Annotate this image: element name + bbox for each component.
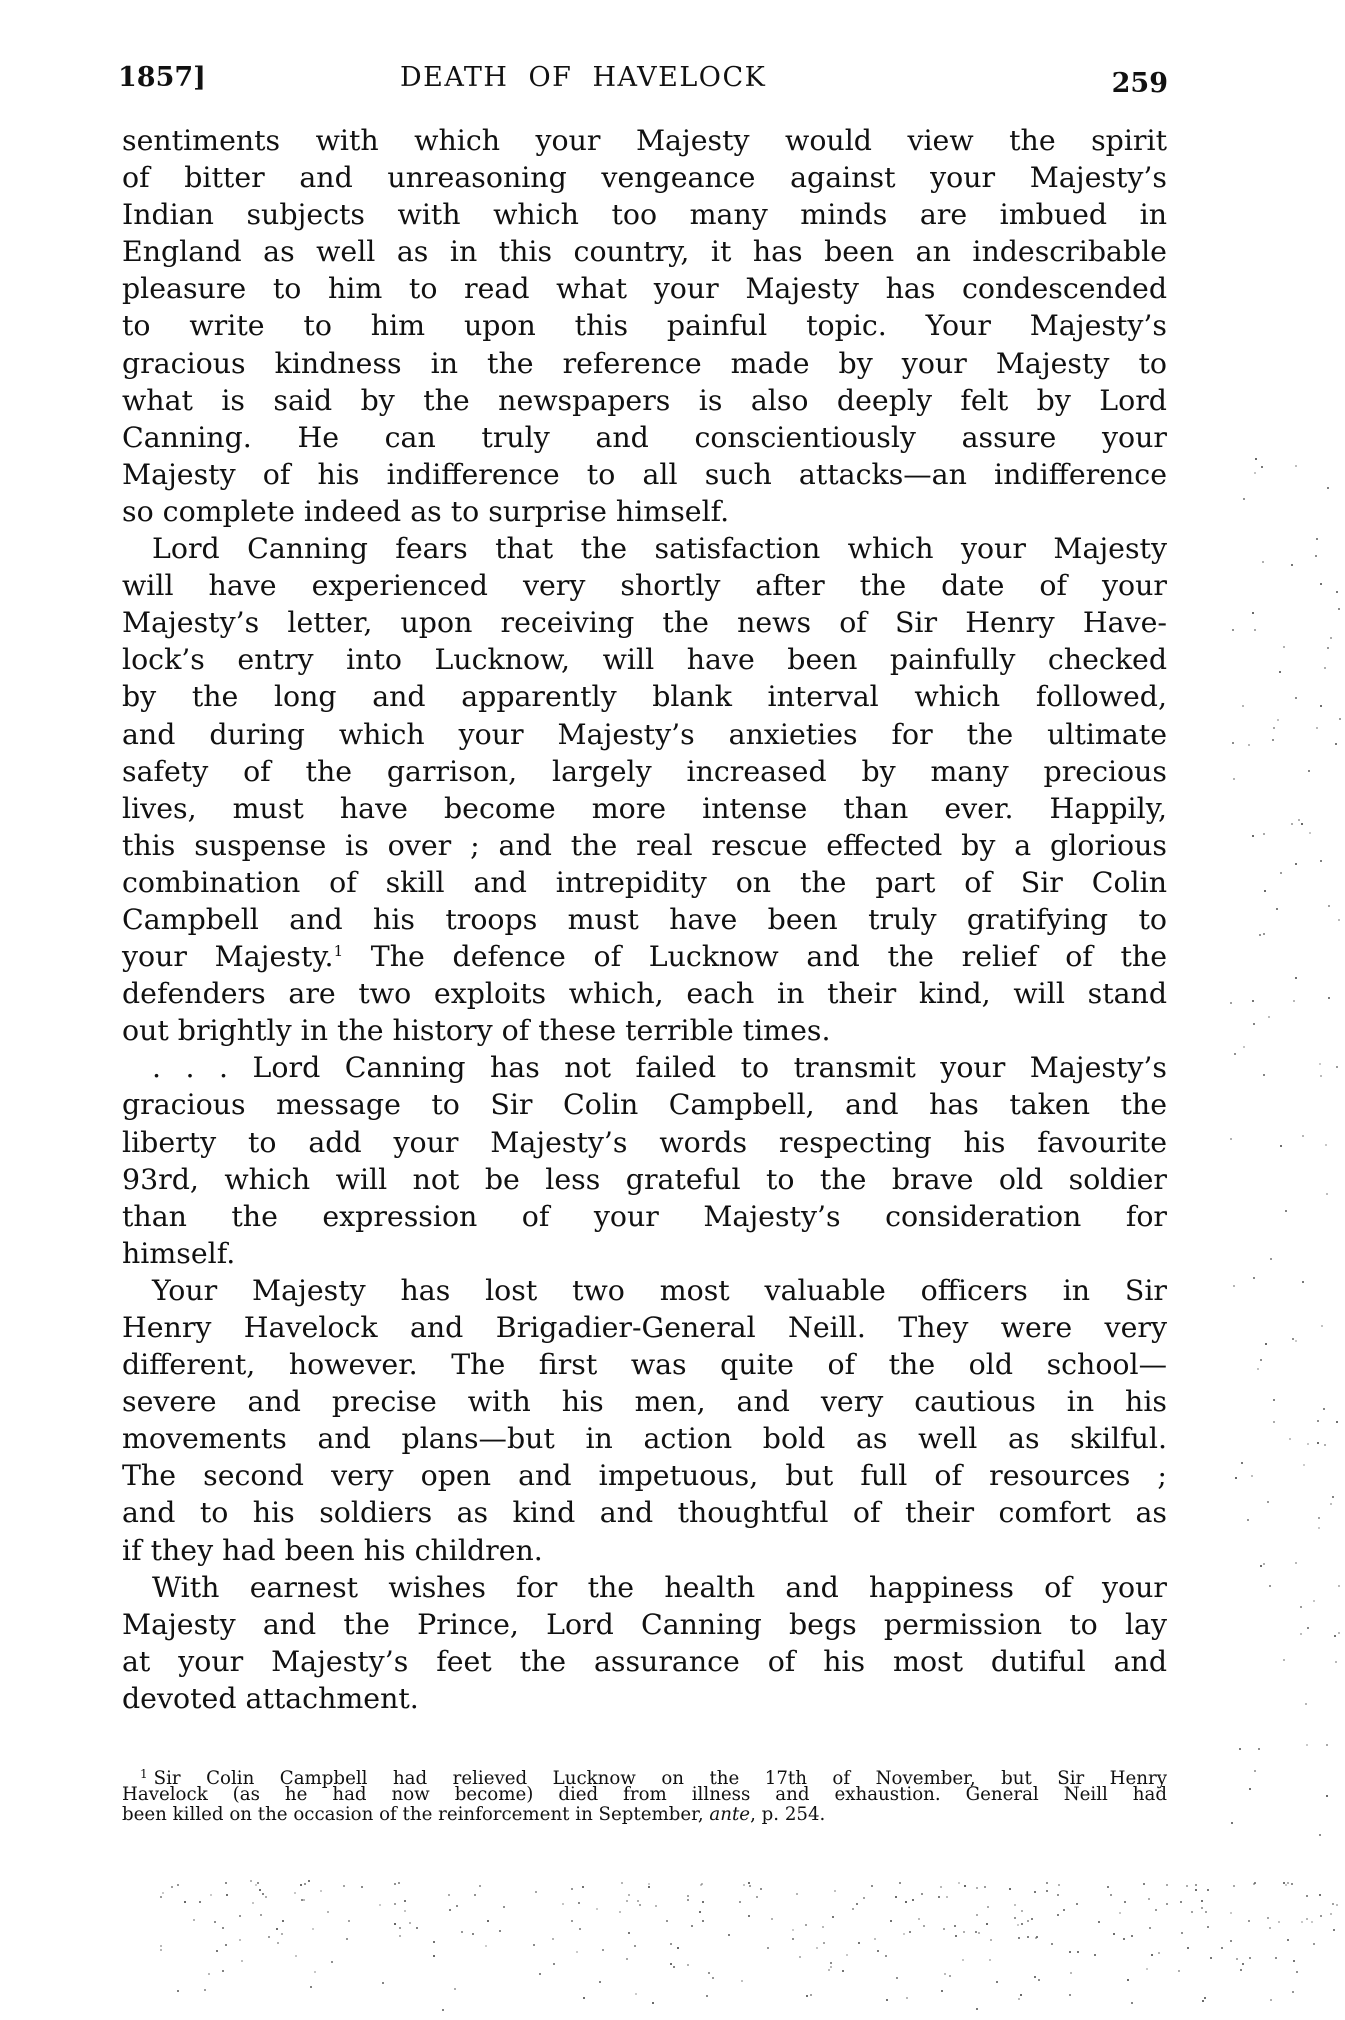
text-line-content: this suspense is over ; and the real rescue effected by a glorious — [122, 828, 1167, 862]
text-line-content: defenders are two exploits which, each in their kind, will stand — [122, 977, 1167, 1011]
text-line-content: what is said by the newspapers is also deeply felt by Lord — [122, 383, 1167, 417]
text-line-content: of bitter and unreasoning vengeance against your Majesty’s — [122, 161, 1167, 195]
text-line-content: severe and precise with his men, and very cautious in his — [122, 1385, 1167, 1419]
body-text — [122, 122, 1167, 1717]
text-line — [122, 1532, 1167, 1569]
footnote-line — [122, 1785, 1167, 1806]
text-line-content: The second very open and impetuous, but full of resources ; — [122, 1459, 1167, 1493]
text-line — [122, 975, 1167, 1012]
text-line-content: Campbell and his troops must have been truly gratifying to — [122, 902, 1167, 936]
footnote-text: Havelock (as he had now become) died from illness and exhaustion. General Neill had — [122, 1783, 1167, 1805]
text-line-content: Majesty’s letter, upon receiving the news of Sir Henry Have- — [122, 606, 1167, 640]
footnote-text: been killed on the occasion of the reinforcement in September, — [122, 1804, 710, 1825]
text-line — [122, 604, 1167, 641]
text-line-content: your Majesty. — [122, 940, 334, 974]
text-line-content: Indian subjects with which too many minds are imbued in — [122, 198, 1167, 232]
text-line — [122, 456, 1167, 493]
text-line — [122, 753, 1167, 790]
text-line — [122, 1124, 1167, 1161]
text-line-content: gracious message to Sir Colin Campbell, and has taken the — [122, 1088, 1167, 1122]
text-line-content: 93rd, which will not be less grateful to the brave old soldier — [122, 1162, 1167, 1196]
text-line — [122, 1198, 1167, 1235]
text-line — [122, 567, 1167, 604]
text-line — [122, 159, 1167, 196]
text-line-content: lock’s entry into Lucknow, will have been painfully checked — [122, 643, 1167, 677]
text-line-content: With earnest wishes for the health and happiness of your — [152, 1570, 1167, 1604]
text-line — [122, 1383, 1167, 1420]
text-line-content: Your Majesty has lost two most valuable officers in Sir — [152, 1273, 1167, 1307]
page-number: 259 — [1111, 68, 1168, 99]
text-line — [122, 1235, 1167, 1272]
text-line-content: if they had been his children. — [122, 1533, 543, 1567]
text-line — [122, 1643, 1167, 1680]
text-line — [122, 1680, 1167, 1717]
text-line — [122, 1420, 1167, 1457]
text-line — [122, 1346, 1167, 1383]
text-line-content: sentiments with which your Majesty would view the spirit — [122, 124, 1167, 157]
text-line — [122, 827, 1167, 864]
text-line-content: by the long and apparently blank interval which followed, — [122, 680, 1167, 714]
text-line-content: at your Majesty’s feet the assurance of his most dutiful and — [122, 1644, 1167, 1678]
text-line — [122, 938, 1167, 975]
text-line-content: Canning. He can truly and conscientiously assure your — [122, 420, 1167, 454]
text-line — [122, 678, 1167, 715]
footnote-mark: 1 — [140, 1767, 148, 1781]
text-line-content: will have experienced very shortly after the date of your — [122, 569, 1167, 603]
text-line — [122, 530, 1167, 567]
text-line — [122, 716, 1167, 753]
text-line — [122, 382, 1167, 419]
text-line — [122, 1457, 1167, 1494]
text-line-content: to write to him upon this painful topic. Your Majesty’s — [122, 309, 1167, 343]
text-line-content: himself. — [122, 1236, 236, 1270]
text-line — [122, 196, 1167, 233]
running-head-year: 1857] — [118, 62, 206, 93]
text-line-content: movements and plans—but in action bold as well as skilful. — [122, 1422, 1167, 1456]
text-line — [122, 1309, 1167, 1346]
text-line — [122, 493, 1167, 530]
text-line-content: Majesty of his indifference to all such attacks—an indifference — [122, 457, 1167, 491]
text-line — [122, 1161, 1167, 1198]
text-line — [122, 122, 1167, 159]
footnote-line — [122, 1764, 1167, 1789]
text-line — [122, 1012, 1167, 1049]
text-line-content: so complete indeed as to surprise himself. — [122, 494, 730, 528]
footnotes — [122, 1764, 1167, 1826]
text-line-content: than the expression of your Majesty’s consideration for — [122, 1199, 1167, 1233]
running-head — [118, 58, 1168, 98]
text-line — [122, 345, 1167, 382]
text-line — [122, 1569, 1167, 1606]
text-line-content: Lord Canning fears that the satisfaction which your Majesty — [152, 532, 1167, 566]
text-line — [122, 270, 1167, 307]
text-line-content: pleasure to him to read what your Majesty has condescended — [122, 272, 1167, 306]
text-line — [122, 1086, 1167, 1123]
text-line-content: different, however. The first was quite of the old school— — [122, 1348, 1167, 1382]
footnote-text: Sir Colin Campbell had relieved Lucknow on the 17th of November, but Sir Henry — [153, 1768, 1167, 1789]
text-line-content: safety of the garrison, largely increased by many precious — [122, 754, 1167, 788]
text-line — [122, 1606, 1167, 1643]
text-line — [122, 233, 1167, 270]
text-line-content: and during which your Majesty’s anxieties for the ultimate — [122, 717, 1167, 751]
text-line-content: gracious kindness in the reference made by your Majesty to — [122, 346, 1167, 380]
footnote-italic: ante — [709, 1804, 751, 1825]
text-line-content: and to his soldiers as kind and thoughtful of their comfort as — [122, 1496, 1167, 1530]
text-line-content: . . . Lord Canning has not failed to transmit your Majesty’s — [152, 1051, 1167, 1085]
footnote-text: , p. 254. — [750, 1804, 826, 1825]
footnote-reference[interactable]: 1 — [333, 942, 344, 961]
text-line — [122, 1272, 1167, 1309]
running-head-title: DEATH OF HAVELOCK — [400, 62, 767, 93]
text-line — [122, 641, 1167, 678]
text-line-content: liberty to add your Majesty’s words respecting his favourite — [122, 1125, 1167, 1159]
text-line — [122, 790, 1167, 827]
text-line-content: combination of skill and intrepidity on the part of Sir Colin — [122, 865, 1167, 899]
text-line-content: England as well as in this country, it has been an indescribable — [122, 235, 1167, 269]
text-line — [122, 864, 1167, 901]
text-line — [122, 307, 1167, 344]
footnote-line — [122, 1805, 1167, 1826]
text-line — [122, 1049, 1167, 1086]
text-line — [122, 419, 1167, 456]
text-line-content: out brightly in the history of these terrible times. — [122, 1014, 831, 1048]
text-line-content: Henry Havelock and Brigadier-General Neill. They were very — [122, 1311, 1167, 1344]
text-line-content: The defence of Lucknow and the relief of the — [343, 940, 1167, 974]
text-line-content: lives, must have become more intense than ever. Happily, — [122, 791, 1167, 825]
text-line — [122, 901, 1167, 938]
text-line — [122, 1494, 1167, 1531]
text-line-content: Majesty and the Prince, Lord Canning begs permission to lay — [122, 1607, 1167, 1641]
text-line-content: devoted attachment. — [122, 1681, 419, 1715]
